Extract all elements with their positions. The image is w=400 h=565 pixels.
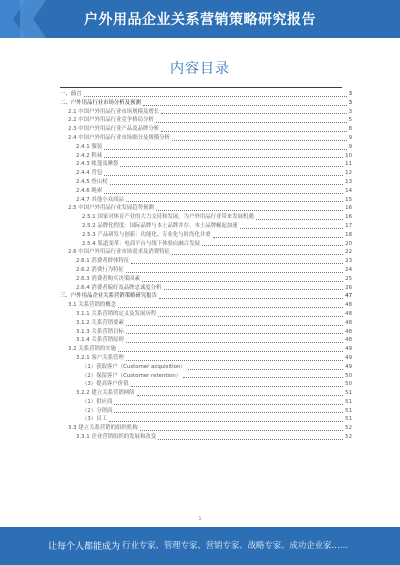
toc-entry-page: 11 — [345, 161, 352, 168]
toc-dot-leader — [158, 439, 343, 440]
toc-dot-leader — [240, 228, 344, 229]
toc-dot-leader — [131, 263, 343, 264]
toc-entry-page: 26 — [345, 284, 352, 291]
toc-entry-text: 2.4.2 鞋袜 — [76, 152, 103, 159]
toc-entry[interactable] — [60, 398, 352, 407]
toc-dot-leader — [156, 122, 347, 123]
toc-entry-text: （3）员工 — [82, 416, 107, 423]
toc-entry[interactable] — [60, 284, 352, 293]
toc-entry-text: 2.4.6 绳索 — [76, 187, 103, 194]
toc-entry-page: 8 — [348, 126, 352, 133]
toc-entry-text: 2.4.1 服装 — [76, 143, 103, 150]
toc-dot-leader — [143, 105, 347, 106]
toc-entry-text: 2.4.3 帐篷及睡袋 — [76, 161, 119, 168]
toc-entry-page: 51 — [345, 398, 352, 405]
toc-entry-text: 2.5 中国户外用品行业发展趋势预测 — [68, 205, 154, 212]
toc-entry[interactable] — [60, 222, 352, 231]
toc-dot-leader — [126, 325, 343, 326]
toc-entry[interactable] — [60, 319, 352, 328]
toc-entry[interactable] — [60, 99, 352, 108]
toc-entry-text: 2.5.1 国家对体育产业的大力支持和发展，为户外用品行业带来发展机遇 — [82, 214, 254, 221]
toc-entry-page: 48 — [345, 310, 352, 317]
toc-entry-page: 15 — [345, 196, 352, 203]
toc-dot-leader — [213, 237, 344, 238]
toc-entry-page: 16 — [345, 205, 352, 212]
toc-entry-text: 3.1.3 关系营销目标 — [76, 328, 124, 335]
toc-dot-leader — [142, 281, 343, 282]
toc-entry[interactable] — [60, 231, 352, 240]
toc-divider — [60, 87, 342, 88]
toc-entry[interactable] — [60, 143, 352, 152]
toc-entry[interactable] — [60, 108, 352, 117]
toc-entry-page: 5 — [348, 117, 352, 124]
toc-entry-page: 48 — [345, 319, 352, 326]
toc-entry[interactable] — [60, 90, 352, 99]
toc-entry-text: 3.3.1 企业营销组织的发展和改变 — [76, 434, 157, 441]
toc-entry-page: 17 — [345, 222, 352, 229]
toc-entry-page: 52 — [345, 434, 352, 441]
toc-entry-text: 2.3 中国户外用品行业产品及品牌分析 — [68, 126, 160, 133]
toc-entry-page: 12 — [345, 170, 352, 177]
toc-entry[interactable] — [60, 310, 352, 319]
toc-entry-page: 51 — [345, 407, 352, 414]
toc-entry-text: 2.5.4 渠道变革：电商平台与线下体验店融合发展 — [82, 240, 200, 247]
toc-entry-page: 23 — [345, 258, 352, 265]
toc-entry-text: 3.2.1 客户关系管理 — [76, 354, 124, 361]
toc-entry[interactable] — [60, 336, 352, 345]
toc-entry-text: 3.2 关系营销的实施 — [68, 346, 117, 353]
toc-entry-page: 48 — [345, 302, 352, 309]
toc-dot-leader — [164, 289, 344, 290]
toc-dot-leader — [126, 333, 343, 334]
toc-entry-page: 50 — [345, 381, 352, 388]
toc-heading: 内容目录 — [170, 61, 230, 77]
toc-entry-text: 2.6.1 消费者群体特征 — [76, 258, 130, 265]
toc-entry[interactable] — [60, 389, 352, 398]
toc-entry-page: 50 — [345, 372, 352, 379]
toc-entry[interactable] — [60, 275, 352, 284]
toc-entry[interactable] — [60, 424, 352, 433]
toc-entry-page: 9 — [348, 134, 352, 141]
toc-entry[interactable] — [60, 240, 352, 249]
toc-entry-page: 10 — [345, 152, 352, 159]
toc-dot-leader — [126, 342, 343, 343]
toc-entry-page: 52 — [345, 425, 352, 432]
toc-entry-text: （3）提高客户价值 — [82, 381, 129, 388]
header-banner — [0, 0, 400, 38]
toc-entry[interactable] — [60, 169, 352, 178]
toc-entry-text: （2）保留客户（Customer retention） — [82, 372, 182, 379]
toc-entry-page: 48 — [345, 328, 352, 335]
toc-entry-page: 25 — [345, 275, 352, 282]
toc-dot-leader — [202, 245, 343, 246]
toc-dot-leader — [126, 201, 343, 202]
toc-entry[interactable] — [60, 372, 352, 381]
toc-dot-leader — [137, 395, 344, 396]
toc-entry[interactable] — [60, 380, 352, 389]
footer-slogan: 让每个人都能成为 — [48, 542, 121, 552]
toc-dot-leader — [109, 421, 343, 422]
toc-entry-text: 2.4 中国户外用品行业市场细分及规模分析 — [68, 134, 170, 141]
toc-entry-text: 二、户外用品行业市场分析及预测 — [60, 99, 141, 106]
toc-entry-text: （2）分销商 — [82, 407, 113, 414]
toc-dot-leader — [159, 298, 343, 299]
toc-entry[interactable] — [60, 116, 352, 125]
toc-dot-leader — [118, 307, 343, 308]
toc-entry-page: 49 — [345, 346, 352, 353]
toc-dot-leader — [156, 210, 343, 211]
toc-entry[interactable] — [60, 354, 352, 363]
toc-entry-page: 22 — [345, 249, 352, 256]
toc-dot-leader — [131, 386, 344, 387]
toc-entry-page: 20 — [345, 240, 352, 247]
toc-dot-leader — [188, 369, 343, 370]
toc-dot-leader — [172, 140, 347, 141]
toc-dot-leader — [161, 113, 346, 114]
toc-entry[interactable] — [60, 328, 352, 337]
toc-dot-leader — [183, 377, 343, 378]
toc-entry-text: 2.6 中国户外用品行业市场需求及消费特征 — [68, 249, 170, 256]
toc-entry-text: 2.1 中国户外用品行业市场规模及增长 — [68, 108, 160, 115]
toc-entry[interactable] — [60, 415, 352, 424]
toc-dot-leader — [114, 412, 343, 413]
footer-professions: 行业专家、管理专家、营销专家、战略专家、成功企业家…… — [122, 540, 349, 550]
toc-entry-text: 2.6.2 消费行为特征 — [76, 266, 124, 273]
page-number: 1 — [198, 516, 202, 522]
toc-entry-text: 3.1.1 关系营销的定义及发展历程 — [76, 310, 157, 317]
toc-entry-text: 2.6.3 消费者购买决策因素 — [76, 275, 140, 282]
toc-dot-leader — [104, 175, 343, 176]
toc-entry-page: 49 — [345, 363, 352, 370]
toc-entry[interactable] — [60, 257, 352, 266]
toc-entry-page: 47 — [345, 293, 352, 300]
toc-entry-page: 18 — [345, 231, 352, 238]
toc-entry-page: 13 — [345, 178, 352, 185]
toc-entry[interactable] — [60, 301, 352, 310]
toc-dot-leader — [110, 184, 344, 185]
toc-entry[interactable] — [60, 433, 352, 442]
toc-entry[interactable] — [60, 134, 352, 143]
toc-entry-page: 9 — [348, 143, 352, 150]
toc-entry-text: 2.4.7 其他小众商品 — [76, 196, 124, 203]
toc-entry-page: 3 — [348, 99, 352, 106]
toc-dot-leader — [118, 351, 343, 352]
toc-dot-leader — [161, 131, 346, 132]
toc-entry[interactable] — [60, 187, 352, 196]
toc-entry-page: 51 — [345, 416, 352, 423]
toc-entry-text: 2.6.4 消费者偏好及品牌忠诚度分析 — [76, 284, 162, 291]
toc-entry-page: 3 — [348, 91, 352, 97]
toc-entry[interactable] — [60, 160, 352, 169]
toc-dot-leader — [140, 430, 344, 431]
toc-dot-leader — [158, 316, 343, 317]
toc-entry-page: 3 — [348, 108, 352, 115]
toc-entry-page: 14 — [345, 187, 352, 194]
toc-entry[interactable] — [60, 345, 352, 354]
toc-dot-leader — [120, 166, 343, 167]
toc-entry-page: 16 — [345, 214, 352, 221]
toc-entry[interactable] — [60, 363, 352, 372]
report-title: 户外用品企业关系营销策略研究报告 — [84, 12, 316, 28]
toc-entry[interactable] — [60, 248, 352, 257]
toc-entry-text: 3.1.2 关系营销要素 — [76, 319, 124, 326]
toc-entry[interactable] — [60, 196, 352, 205]
toc-entry-text: （1）获取客户（Customer acquisition） — [82, 363, 186, 370]
toc-entry-text: 2.2 中国户外用品行业竞争格局分析 — [68, 117, 154, 124]
toc-entry-text: 2.4.5 登山杖 — [76, 178, 108, 185]
toc-entry-text: 2.4.4 背包 — [76, 170, 103, 177]
toc-entry[interactable] — [60, 213, 352, 222]
toc-entry-text: 2.5.3 产品研发与创新：功能化、专业化与时尚化并重 — [82, 231, 211, 238]
toc-entry-text: （1）供应商 — [82, 398, 113, 405]
toc-entry-text: 2.5.2 品牌化程度：国际品牌与本土品牌并存，本土品牌崛起加速 — [82, 222, 238, 229]
toc-dot-leader — [256, 219, 343, 220]
toc-entry[interactable] — [60, 292, 352, 301]
toc-entry[interactable] — [60, 125, 352, 134]
toc-entry-text: 3.2.2 建立关系营销网络 — [76, 390, 135, 397]
toc-dot-leader — [126, 360, 343, 361]
toc-entry[interactable] — [60, 178, 352, 187]
table-of-contents — [60, 90, 352, 442]
toc-dot-leader — [126, 272, 343, 273]
toc-entry-text: 3.1.4 关系营销原则 — [76, 337, 124, 344]
toc-entry-text: 一、前言 — [60, 91, 82, 97]
toc-entry-text: 三、户外用品企业关系营销策略研究报告 — [60, 293, 158, 300]
toc-entry-page: 51 — [345, 390, 352, 397]
toc-dot-leader — [84, 96, 347, 97]
footer-banner — [0, 527, 400, 565]
toc-entry[interactable] — [60, 204, 352, 213]
toc-entry[interactable] — [60, 152, 352, 161]
toc-entry[interactable] — [60, 407, 352, 416]
toc-entry-page: 24 — [345, 266, 352, 273]
toc-entry-text: 3.3 建立关系营销的组织机构 — [68, 425, 138, 432]
toc-entry-page: 48 — [345, 337, 352, 344]
toc-dot-leader — [172, 254, 343, 255]
toc-dot-leader — [104, 149, 346, 150]
toc-entry[interactable] — [60, 266, 352, 275]
toc-dot-leader — [114, 404, 343, 405]
toc-dot-leader — [104, 157, 343, 158]
toc-entry-page: 49 — [345, 354, 352, 361]
toc-dot-leader — [104, 193, 343, 194]
toc-entry-text: 3.1 关系营销的概念 — [68, 302, 117, 309]
